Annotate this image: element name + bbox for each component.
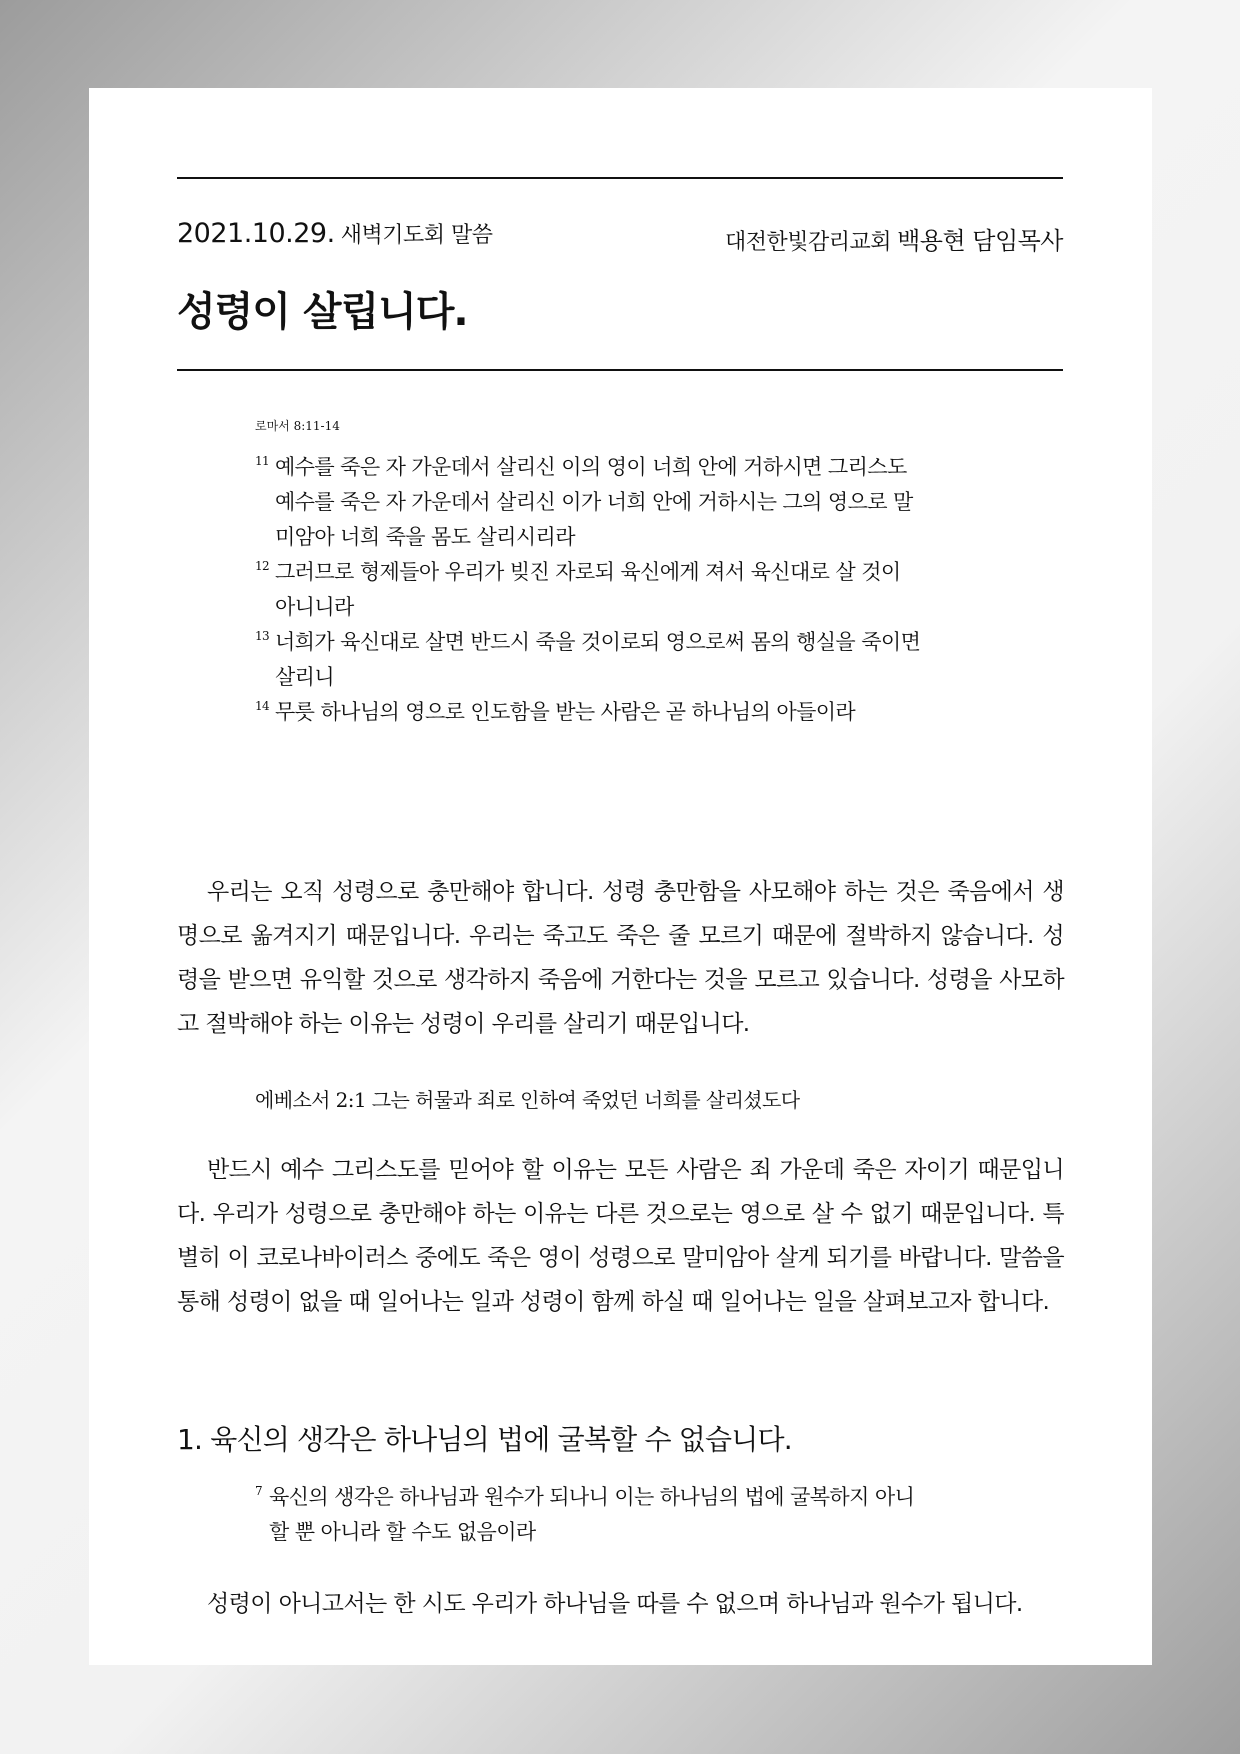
section-1-verse: [255, 1480, 1085, 1550]
scripture-verses: [255, 450, 1085, 730]
verse-text: 너희가 육신대로 살면 반드시 죽을 것이로되 영으로써 몸의 행실을 죽이면 살리니: [275, 630, 921, 689]
verse-item: [255, 695, 1085, 730]
verse-item: [255, 450, 1085, 555]
verse-number: 7: [255, 1484, 263, 1498]
sermon-date: 2021.10.29.: [177, 218, 335, 249]
verse-item: [255, 625, 1085, 695]
verse-item: [255, 1480, 1085, 1550]
verse-number: 12: [255, 559, 270, 573]
sermon-title: 성령이 살립니다.: [177, 289, 468, 335]
section-1-heading: 1. 육신의 생각은 하나님의 법에 굴복할 수 없습니다.: [177, 1423, 792, 1456]
verse-text: 그러므로 형제들아 우리가 빚진 자로되 육신에게 져서 육신대로 살 것이 아니니라: [275, 560, 901, 619]
church-name: 대전한빛감리교회: [725, 230, 892, 255]
byline: [725, 221, 1063, 256]
header-bottom-rule: [177, 369, 1063, 371]
body-paragraph-2: 반드시 예수 그리스도를 믿어야 할 이유는 모든 사람은 죄 가운데 죽은 자이기 때문입니다. 우리가 성령으로 충만해야 하는 이유는 다른 것으로는 영으로 살 수 없기 때문입니다. 특별히 이 코로나바이러스 중에도 죽은 영이 성령으로 말미암아 살게 되기를 바랍니다. 말씀을 통해 성령이 없을 때 일어나는 일과 성령이 함께 하실 때 일어나는 일을 살펴보고자 합니다.: [177, 1157, 1064, 1315]
scripture-reference: 로마서 8:11-14: [255, 419, 340, 433]
body-paragraph-3: 성령이 아니고서는 한 시도 우리가 하나님을 따를 수 없으며 하나님과 원수가 됩니다.: [207, 1591, 1023, 1617]
verse-number: 13: [255, 629, 270, 643]
header-top-rule: [177, 177, 1063, 179]
sermon-date-line: [177, 218, 492, 249]
pastor-name: 백용현 담임목사: [897, 227, 1063, 255]
service-name: 새벽기도회 말씀: [340, 223, 493, 248]
body-paragraph-1: 우리는 오직 성령으로 충만해야 합니다. 성령 충만함을 사모해야 하는 것은 죽음에서 생명으로 옮겨지기 때문입니다. 우리는 죽고도 죽은 줄 모르기 때문에 절박하지 않습니다. 성령을 받으면 유익할 것으로 생각하지 죽음에 거한다는 것을 모르고 있습니다. 성령을 사모하고 절박해야 하는 이유는 성령이 우리를 살리기 때문입니다.: [177, 879, 1064, 1037]
ephesians-quote: 에베소서 2:1 그는 허물과 죄로 인하여 죽었던 너희를 살리셨도다: [255, 1088, 800, 1112]
verse-number: 11: [255, 454, 270, 468]
verse-item: [255, 555, 1085, 625]
document-page: [89, 88, 1152, 1665]
verse-number: 14: [255, 699, 270, 713]
verse-text: 예수를 죽은 자 가운데서 살리신 이의 영이 너희 안에 거하시면 그리스도 예수를 죽은 자 가운데서 살리신 이가 너희 안에 거하시는 그의 영으로 말 미암아 너희 죽을 몸도 살리시리라: [275, 455, 913, 549]
verse-text: 무릇 하나님의 영으로 인도함을 받는 사람은 곧 하나님의 아들이라: [275, 700, 856, 724]
verse-text: 육신의 생각은 하나님과 원수가 되나니 이는 하나님의 법에 굴복하지 아니 할 뿐 아니라 할 수도 없음이라: [269, 1485, 915, 1544]
